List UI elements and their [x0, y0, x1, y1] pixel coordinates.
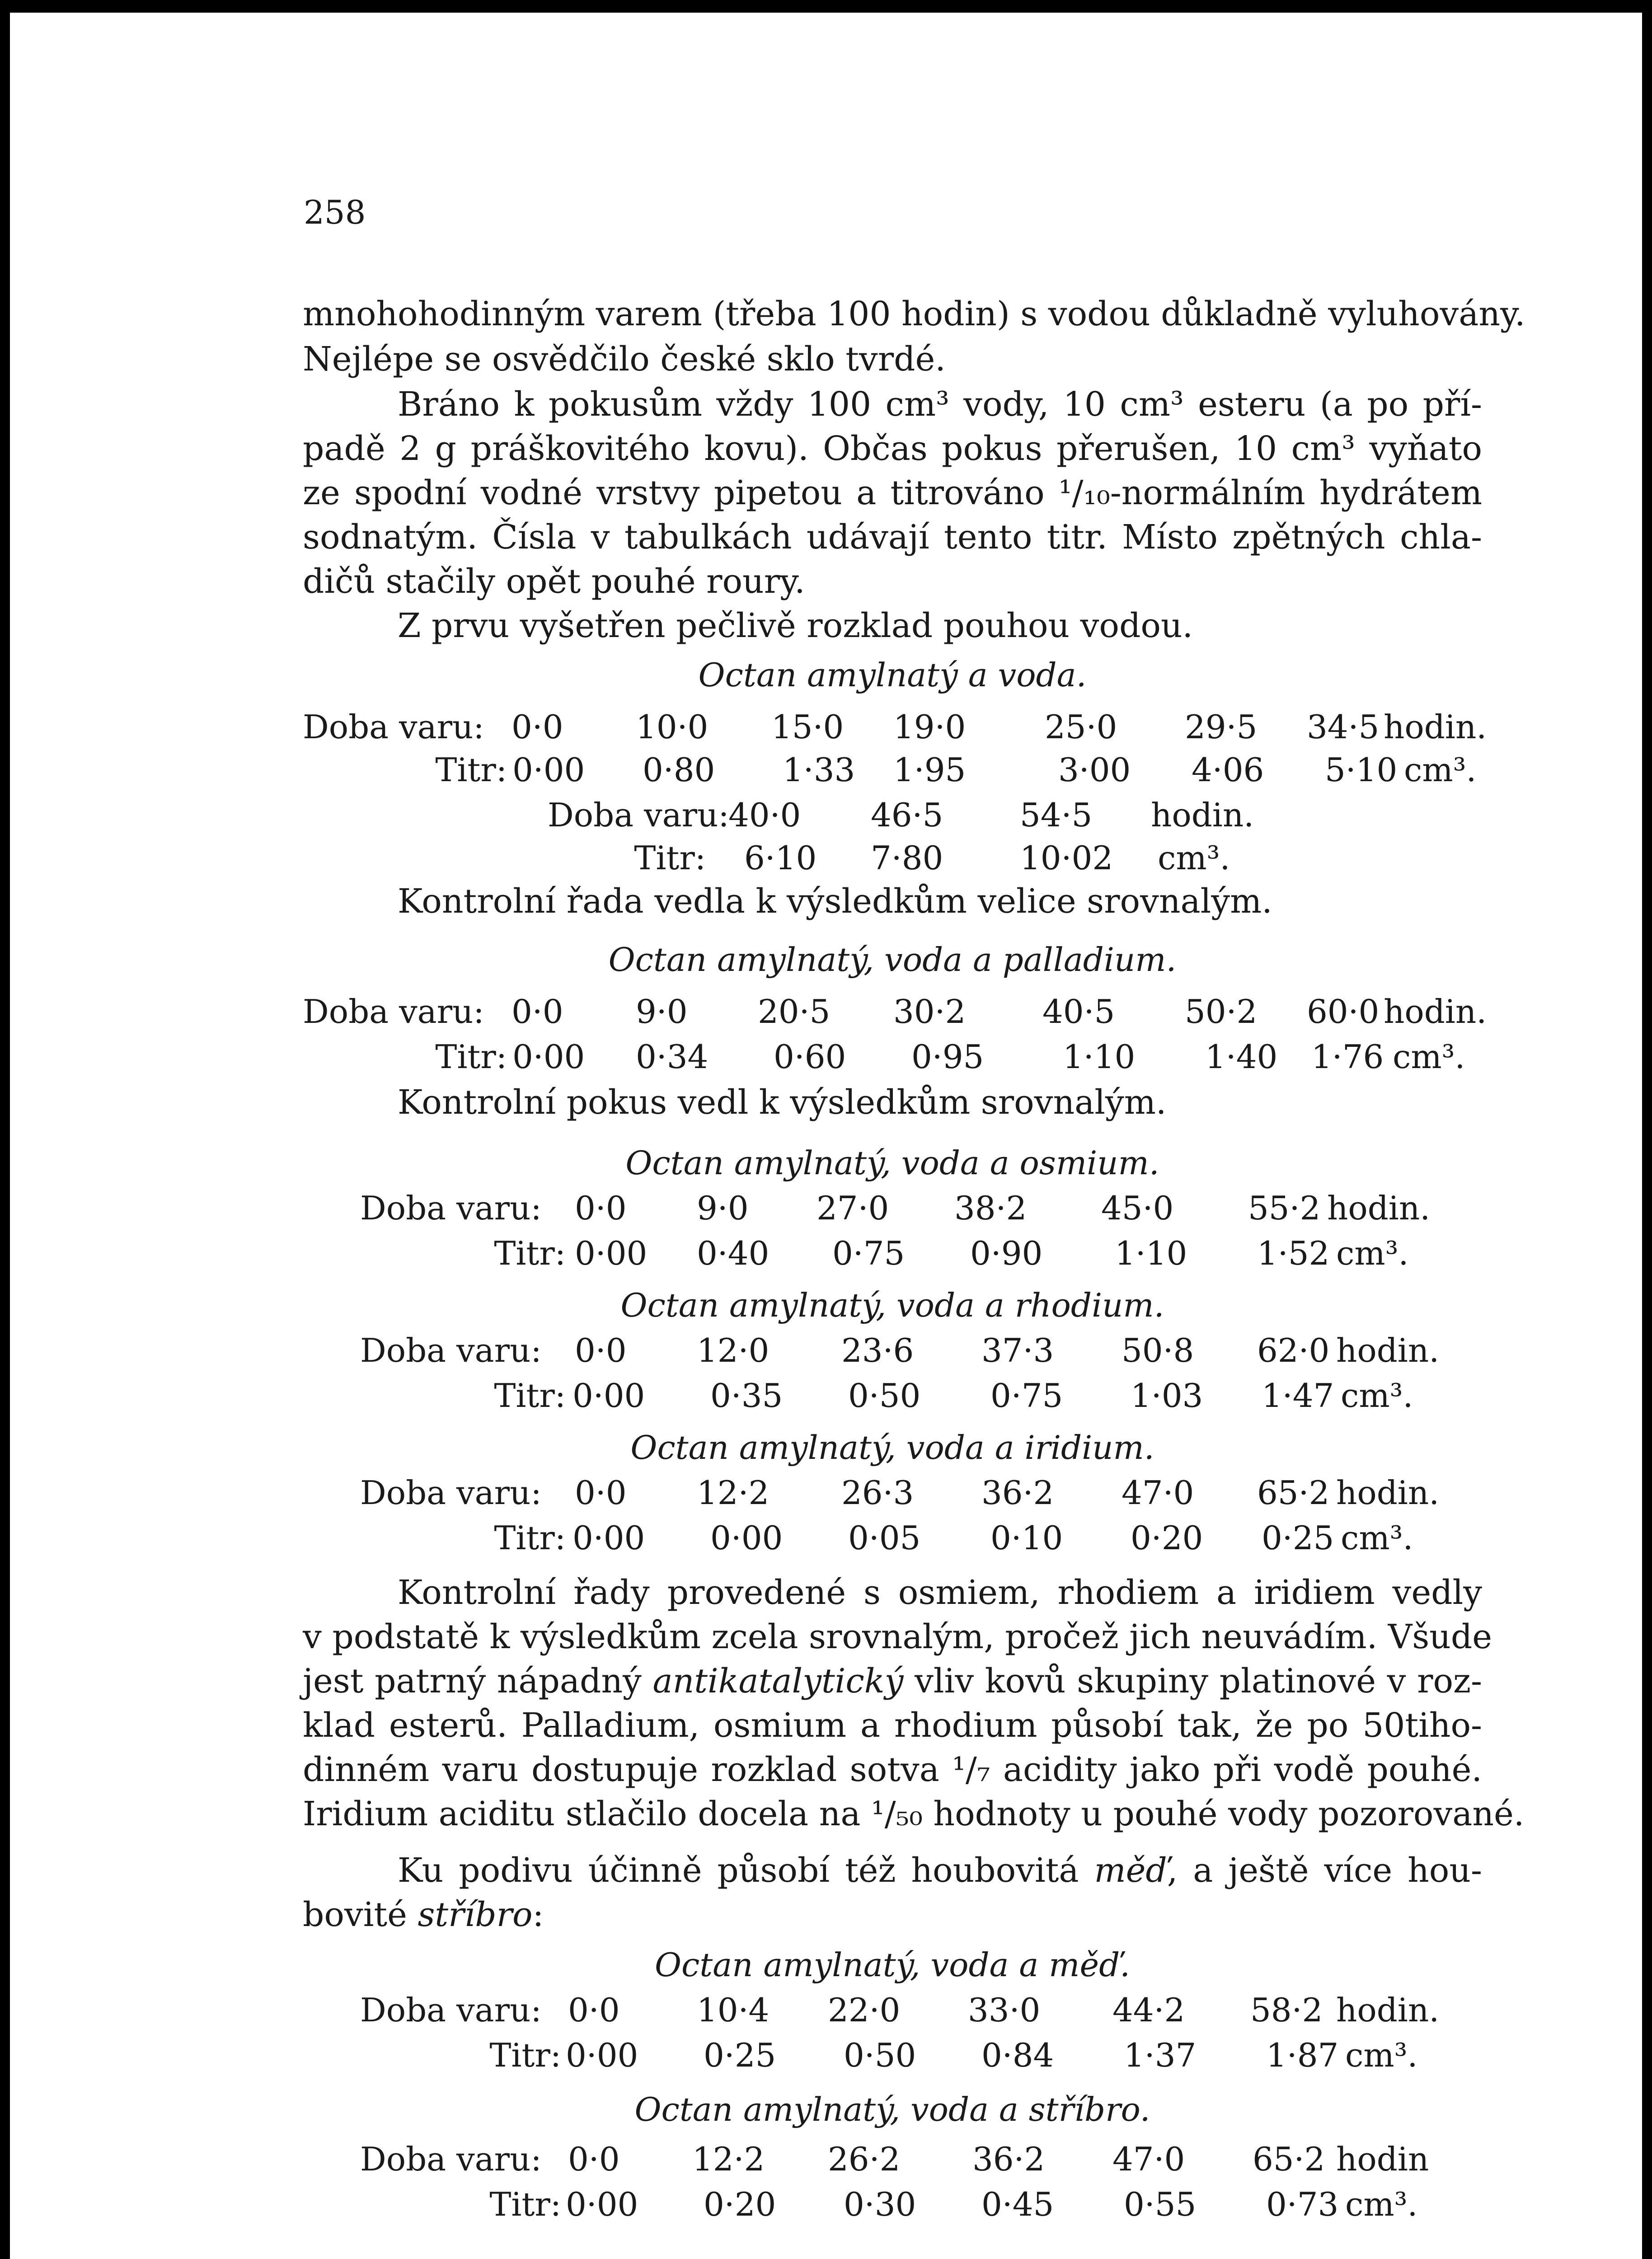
value-cell: 1·10: [1115, 1234, 1187, 1272]
unit-label: hodin.: [1384, 993, 1487, 1031]
value-cell: 50·2: [1185, 993, 1258, 1031]
value-cell: 40·0: [728, 796, 801, 834]
table-rhodium-caption: Octan amylnatý, voda a rhodium.: [620, 1286, 1164, 1324]
text-line: Nejlépe se osvědčilo české sklo tvrdé.: [303, 340, 946, 379]
value-cell: 0·00: [566, 2185, 638, 2223]
unit-label: hodin.: [1336, 1991, 1440, 2029]
row-label: Doba varu:: [360, 2140, 542, 2178]
value-cell: 0·84: [981, 2036, 1054, 2074]
value-cell: 0·80: [643, 751, 715, 789]
row-label: Titr:: [494, 1377, 566, 1415]
row-label: Doba varu:: [303, 993, 484, 1031]
value-cell: 0·75: [990, 1377, 1063, 1415]
value-cell: 36·2: [972, 2140, 1045, 2178]
value-cell: 25·0: [1045, 708, 1117, 746]
value-cell: 58·2: [1250, 1991, 1323, 2029]
value-cell: 60·0: [1307, 993, 1380, 1031]
value-cell: 0·73: [1266, 2185, 1339, 2223]
value-cell: 0·20: [704, 2185, 776, 2223]
value-cell: 10·02: [1020, 839, 1113, 877]
value-cell: 0·45: [981, 2185, 1054, 2223]
unit-label: cm³.: [1158, 839, 1230, 877]
value-cell: 1·76: [1311, 1038, 1384, 1076]
text-line: klad esterů. Palladium, osmium a rhodium působí tak, že po 50tiho-: [303, 1706, 1482, 1745]
value-cell: 1·33: [783, 751, 855, 789]
value-cell: 0·0: [575, 1474, 627, 1512]
text-line: dičů stačily opět pouhé roury.: [303, 562, 805, 601]
value-cell: 0·40: [697, 1234, 770, 1272]
value-cell: 0·20: [1131, 1519, 1203, 1557]
value-cell: 0·50: [844, 2036, 916, 2074]
value-cell: 0·0: [568, 1991, 620, 2029]
row-label: Doba varu:: [360, 1331, 542, 1369]
unit-label: cm³.: [1393, 1038, 1465, 1076]
text-segment: :: [532, 1895, 544, 1934]
value-cell: 55·2: [1248, 1189, 1321, 1227]
row-label: Titr:: [494, 1519, 566, 1557]
value-cell: 0·25: [1262, 1519, 1334, 1557]
unit-label: cm³.: [1404, 751, 1477, 789]
text-line: [303, 1662, 1482, 1701]
value-cell: 65·2: [1253, 2140, 1325, 2178]
value-cell: 23·6: [841, 1331, 914, 1369]
unit-label: cm³.: [1341, 1519, 1413, 1557]
value-cell: 50·8: [1122, 1331, 1194, 1369]
value-cell: 47·0: [1112, 2140, 1185, 2178]
value-cell: 44·2: [1112, 1991, 1185, 2029]
value-cell: 0·00: [512, 1038, 585, 1076]
text-segment: vliv kovů skupiny platinové v roz-: [903, 1662, 1482, 1701]
text-line: Kontrolní řady provedené s osmiem, rhodiem a iridiem vedly: [398, 1573, 1482, 1612]
value-cell: 4·06: [1192, 751, 1264, 789]
value-cell: 45·0: [1101, 1189, 1174, 1227]
value-cell: 15·0: [771, 708, 844, 746]
value-cell: 29·5: [1185, 708, 1258, 746]
text-segment: Ku podivu účinně působí též houbovitá: [398, 1851, 1094, 1890]
emphasis-text: antikatalytický: [652, 1662, 904, 1701]
row-label: Titr:: [489, 2036, 561, 2074]
text-line: ze spodní vodné vrstvy pipetou a titrováno ¹/₁₀-normálním hydrátem: [303, 473, 1482, 512]
unit-label: hodin.: [1336, 1474, 1440, 1512]
value-cell: 46·5: [871, 796, 943, 834]
text-line: [303, 1895, 544, 1934]
value-cell: 0·95: [911, 1038, 984, 1076]
text-segment: bovité: [303, 1895, 418, 1934]
text-line: Iridium aciditu stlačilo docela na ¹/₅₀ hodnoty u pouhé vody pozorované.: [303, 1795, 1525, 1833]
value-cell: 26·3: [841, 1474, 914, 1512]
unit-label: cm³.: [1341, 1377, 1413, 1415]
value-cell: 0·05: [848, 1519, 921, 1557]
value-cell: 6·10: [744, 839, 817, 877]
value-cell: 40·5: [1042, 993, 1115, 1031]
text-line: dinném varu dostupuje rozklad sotva ¹/₇ acidity jako při vodě pouhé.: [303, 1750, 1482, 1789]
table-iridium-caption: Octan amylnatý, voda a iridium.: [630, 1429, 1155, 1467]
value-cell: 0·00: [566, 2036, 638, 2074]
value-cell: 65·2: [1257, 1474, 1330, 1512]
value-cell: 0·75: [832, 1234, 905, 1272]
text-line: padě 2 g práškovitého kovu). Občas pokus přerušen, 10 cm³ vyňato: [303, 429, 1482, 468]
value-cell: 10·0: [636, 708, 709, 746]
row-label: Doba varu:: [303, 708, 484, 746]
value-cell: 0·0: [512, 993, 563, 1031]
value-cell: 26·2: [828, 2140, 901, 2178]
value-cell: 12·0: [697, 1331, 770, 1369]
value-cell: 0·55: [1124, 2185, 1197, 2223]
value-cell: 0·00: [512, 751, 585, 789]
unit-label: cm³.: [1336, 1234, 1409, 1272]
unit-label: cm³.: [1345, 2185, 1418, 2223]
table-copper-caption: Octan amylnatý, voda a měď.: [654, 1946, 1131, 1984]
row-label: Titr:: [435, 1038, 507, 1076]
value-cell: 3·00: [1058, 751, 1131, 789]
value-cell: 0·00: [575, 1234, 648, 1272]
value-cell: 9·0: [697, 1189, 749, 1227]
value-cell: 0·35: [710, 1377, 783, 1415]
emphasis-text: měď: [1094, 1851, 1167, 1890]
value-cell: 0·0: [575, 1189, 627, 1227]
control-line: Kontrolní pokus vedl k výsledkům srovnalým.: [398, 1083, 1167, 1122]
unit-label: hodin.: [1151, 796, 1254, 834]
value-cell: 1·52: [1257, 1234, 1330, 1272]
value-cell: 1·37: [1124, 2036, 1197, 2074]
row-label: Doba varu:: [360, 1474, 542, 1512]
text-line: Bráno k pokusům vždy 100 cm³ vody, 10 cm³ esteru (a po pří-: [398, 385, 1482, 424]
value-cell: 7·80: [871, 839, 943, 877]
value-cell: 0·0: [568, 2140, 620, 2178]
unit-label: hodin.: [1336, 1331, 1440, 1369]
unit-label: cm³.: [1345, 2036, 1418, 2074]
value-cell: 30·2: [893, 993, 966, 1031]
value-cell: 19·0: [893, 708, 966, 746]
value-cell: 1·47: [1262, 1377, 1334, 1415]
row-label: Doba varu:: [548, 796, 729, 834]
value-cell: 34·5: [1307, 708, 1380, 746]
value-cell: 20·5: [758, 993, 831, 1031]
table-osmium-caption: Octan amylnatý, voda a osmium.: [625, 1144, 1159, 1182]
intro-line: Z prvu vyšetřen pečlivě rozklad pouhou vodou.: [398, 606, 1193, 645]
text-segment: , a ještě více hou-: [1167, 1851, 1482, 1890]
table-water-caption: Octan amylnatý a voda.: [698, 656, 1087, 694]
text-line: v podstatě k výsledkům zcela srovnalým, pročež jich neuvádím. Všude: [303, 1617, 1492, 1656]
table-palladium-caption: Octan amylnatý, voda a palladium.: [608, 941, 1177, 979]
value-cell: 47·0: [1122, 1474, 1194, 1512]
row-label: Doba varu:: [360, 1189, 542, 1227]
text-segment: jest patrný nápadný: [303, 1662, 653, 1701]
value-cell: 0·50: [848, 1377, 921, 1415]
page-number: 258: [304, 193, 366, 231]
value-cell: 0·00: [573, 1377, 645, 1415]
value-cell: 5·10: [1325, 751, 1398, 789]
value-cell: 54·5: [1020, 796, 1093, 834]
table-silver-caption: Octan amylnatý, voda a stříbro.: [634, 2090, 1150, 2128]
emphasis-text: stříbro: [418, 1895, 533, 1934]
value-cell: 1·40: [1205, 1038, 1278, 1076]
value-cell: 62·0: [1257, 1331, 1330, 1369]
value-cell: 22·0: [828, 1991, 901, 2029]
text-line: [303, 1851, 1482, 1890]
value-cell: 10·4: [697, 1991, 770, 2029]
value-cell: 0·30: [844, 2185, 916, 2223]
row-label: Doba varu:: [360, 1991, 542, 2029]
row-label: Titr:: [494, 1234, 566, 1272]
value-cell: 0·0: [575, 1331, 627, 1369]
text-line: sodnatým. Čísla v tabulkách udávají tento titr. Místo zpětných chla-: [303, 518, 1482, 557]
value-cell: 0·25: [704, 2036, 776, 2074]
value-cell: 0·90: [970, 1234, 1043, 1272]
value-cell: 37·3: [981, 1331, 1054, 1369]
book-page: [10, 13, 1642, 2259]
value-cell: 1·10: [1063, 1038, 1136, 1076]
value-cell: 1·87: [1266, 2036, 1339, 2074]
value-cell: 0·0: [512, 708, 563, 746]
value-cell: 0·00: [573, 1519, 645, 1557]
value-cell: 9·0: [636, 993, 688, 1031]
value-cell: 0·34: [636, 1038, 709, 1076]
value-cell: 1·95: [893, 751, 966, 789]
value-cell: 38·2: [954, 1189, 1027, 1227]
row-label: Titr:: [634, 839, 706, 877]
text-line: mnohohodinným varem (třeba 100 hodin) s vodou důkladně vyluhovány.: [303, 295, 1525, 333]
row-label: Titr:: [435, 751, 507, 789]
value-cell: 0·60: [774, 1038, 846, 1076]
value-cell: 12·2: [692, 2140, 765, 2178]
value-cell: 0·00: [710, 1519, 783, 1557]
unit-label: hodin.: [1384, 708, 1487, 746]
value-cell: 0·10: [990, 1519, 1063, 1557]
value-cell: 36·2: [981, 1474, 1054, 1512]
value-cell: 33·0: [968, 1991, 1041, 2029]
value-cell: 27·0: [817, 1189, 889, 1227]
unit-label: hodin.: [1327, 1189, 1431, 1227]
control-line: Kontrolní řada vedla k výsledkům velice srovnalým.: [398, 882, 1272, 921]
value-cell: 1·03: [1131, 1377, 1203, 1415]
row-label: Titr:: [489, 2185, 561, 2223]
value-cell: 12·2: [697, 1474, 770, 1512]
unit-label: hodin: [1336, 2140, 1429, 2178]
